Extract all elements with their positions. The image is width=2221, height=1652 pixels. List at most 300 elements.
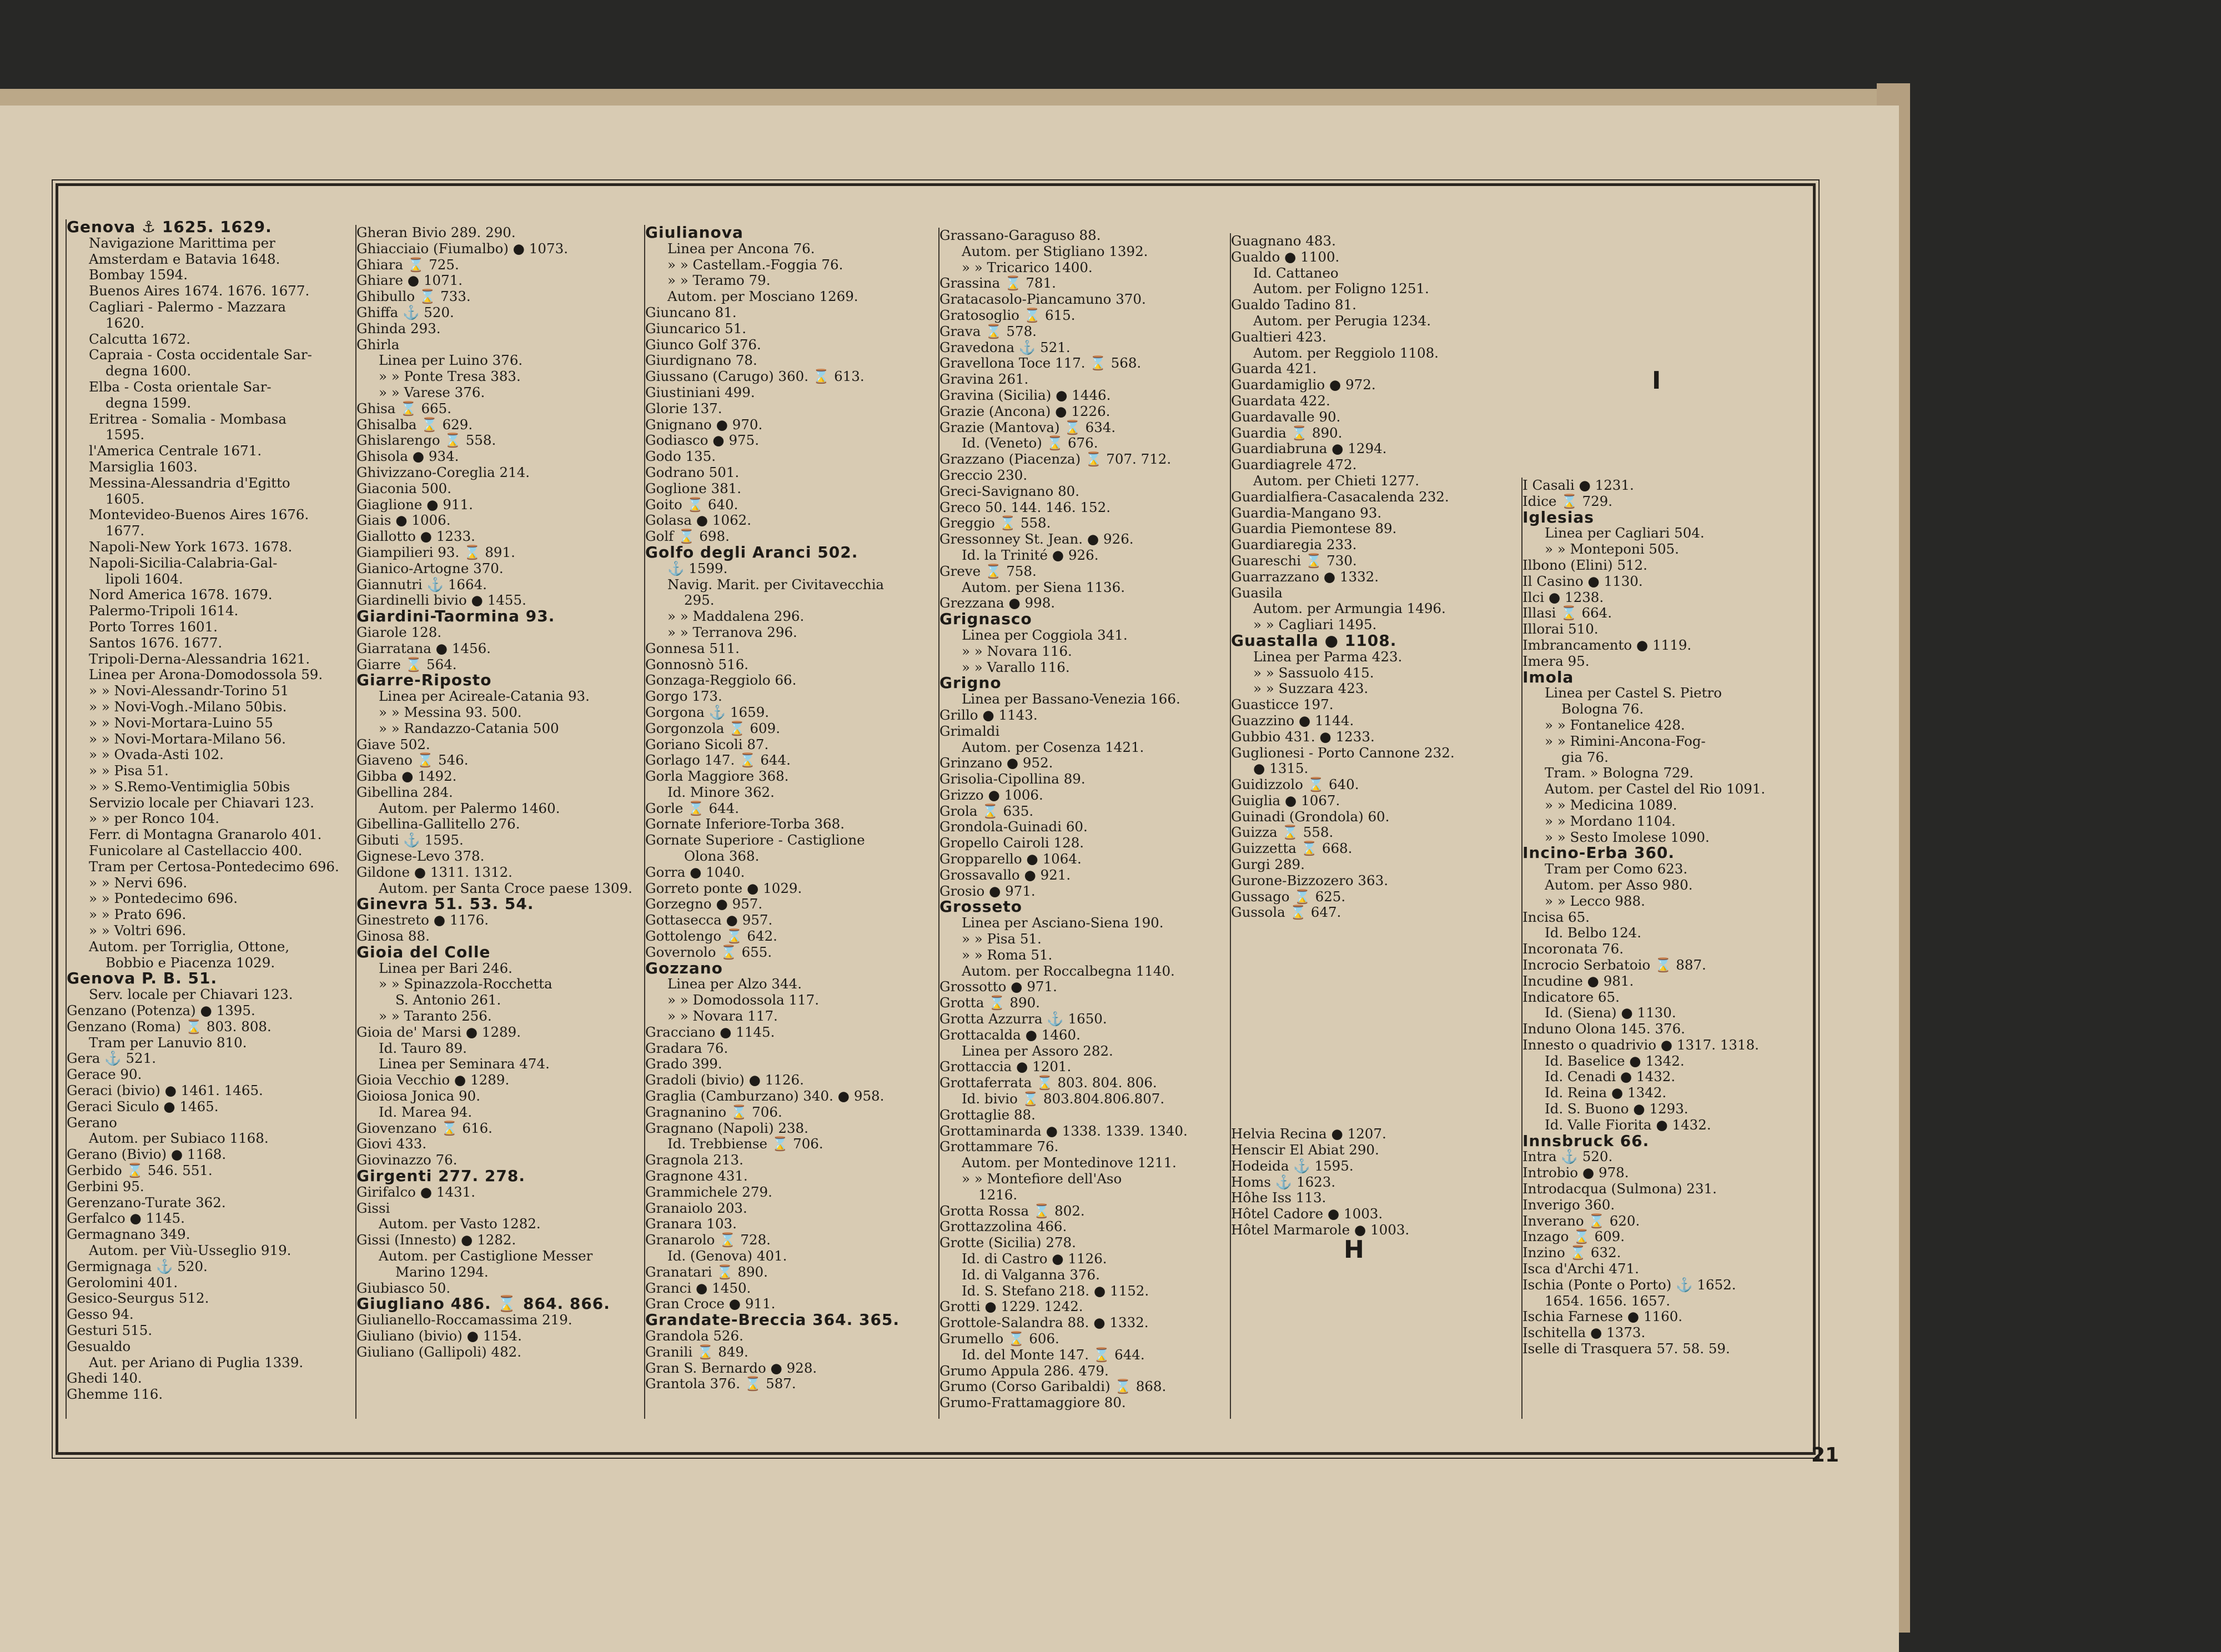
index-entry: Grassina ⌛ 781. [939,275,1056,292]
index-entry: Guardia Piemontese 89. [1231,520,1397,537]
index-entry: Guidizzolo ⌛ 640. [1231,776,1359,793]
index-entry: Gualdo ● 1100. [1231,248,1340,265]
index-entry: Ginosa 88. [356,928,430,945]
index-entry: Calcutta 1672. [89,330,190,347]
index-entry: Ghemme 116. [67,1386,163,1403]
index-entry: Gorle ⌛ 644. [645,800,739,816]
index-entry: Ghiare ● 1071. [356,272,463,289]
index-entry: Giunco Golf 376. [645,336,761,353]
index-entry: Il Casino ● 1130. [1522,573,1643,589]
index-entry: Gran S. Bernardo ● 928. [645,1359,817,1376]
index-entry: Linea per Ancona 76. [667,240,815,257]
index-entry: Montevideo-Buenos Aires 1676. [89,506,309,523]
index-entry: Napoli-Sicilia-Calabria-Gal- [89,554,278,571]
index-entry: Autom. per Cosenza 1421. [962,739,1144,755]
index-entry: Ghivizzano-Coreglia 214. [356,464,530,480]
index-entry: Ghedi 140. [67,1370,142,1387]
index-entry: Guarda 421. [1231,360,1317,377]
index-entry: Ghiacciaio (Fiumalbo) ● 1073. [356,240,568,257]
index-entry: Illasi ⌛ 664. [1522,605,1612,621]
index-entry: Gradoli (bivio) ● 1126. [645,1072,804,1088]
index-entry: Gragnone 431. [645,1168,748,1184]
index-entry: Hôtel Marmarole ● 1003. [1231,1222,1410,1238]
index-entry: Golf ⌛ 698. [645,528,730,545]
index-entry: Hodeida ⚓ 1595. [1231,1157,1354,1174]
index-entry: Id. di Valganna 376. [962,1266,1100,1283]
index-heading: Gozzano [645,958,723,977]
index-entry: Autom. per Montedinove 1211. [962,1154,1177,1171]
index-entry: Governolo ⌛ 655. [645,943,772,960]
index-entry: Grava ⌛ 578. [939,323,1037,339]
index-entry: » » Ovada-Asti 102. [89,746,224,763]
index-entry: Inzino ⌛ 632. [1522,1244,1621,1261]
index-entry: » » S.Remo-Ventimiglia 50bis [89,778,290,795]
index-entry: Gissi (Innesto) ● 1282. [356,1232,516,1248]
index-entry: Navigazione Marittima per [89,234,275,251]
index-entry: I Casali ● 1231. [1522,478,1634,493]
index-entry: Grola ⌛ 635. [939,802,1034,819]
index-entry: Giais ● 1006. [356,512,451,529]
index-entry: ● 1315. [1253,760,1309,777]
index-entry: Iselle di Trasquera 57. 58. 59. [1522,1340,1730,1357]
index-entry: Gravedona ⚓ 521. [939,339,1071,355]
index-entry: Introdacqua (Sulmona) 231. [1522,1181,1717,1197]
index-entry: Ginestreto ● 1176. [356,912,489,928]
index-entry: » » Suzzara 423. [1253,680,1369,697]
index-entry: Granci ● 1450. [645,1279,751,1296]
index-entry: Ghiara ⌛ 725. [356,256,459,273]
index-heading: Grignasco [939,610,1032,629]
index-entry: » » Pisa 51. [962,931,1042,947]
index-entry: Gorgo 173. [645,688,722,705]
index-entry: Santos 1676. 1677. [89,634,223,651]
index-entry: Id. Baselice ● 1342. [1545,1052,1685,1069]
index-entry: Gorra ● 1040. [645,863,745,880]
index-column-3 [644,225,928,1419]
index-entry: Giallotto ● 1233. [356,528,475,545]
index-entry: Ilbono (Elini) 512. [1522,556,1647,573]
index-entry: » » Varallo 116. [962,659,1070,675]
index-entry: Guglionesi - Porto Cannone 232. [1231,744,1455,761]
index-entry: Autom. per Foligno 1251. [1253,280,1429,297]
index-entry: Grazzano (Piacenza) ⌛ 707. 712. [939,451,1172,468]
index-entry: Gottolengo ⌛ 642. [645,928,777,945]
index-entry: Helvia Recina ● 1207. [1231,1126,1386,1142]
index-entry: Gioia Vecchio ● 1289. [356,1072,510,1088]
index-entry: Gibellina-Gallitello 276. [356,816,520,832]
index-entry: Giarole 128. [356,624,442,640]
index-entry: Incrocio Serbatoio ⌛ 887. [1522,956,1706,973]
index-entry: Ischia (Ponte o Porto) ⚓ 1652. [1522,1276,1736,1293]
index-entry: Gropparello ● 1064. [939,851,1082,867]
index-entry: Guizzetta ⌛ 668. [1231,840,1353,857]
index-entry: Gignese-Levo 378. [356,848,485,865]
index-entry: Nord America 1678. 1679. [89,586,273,603]
index-entry: Id. Trebbiense ⌛ 706. [667,1136,823,1152]
index-entry: Gesico-Seurgus 512. [67,1290,209,1307]
index-entry: Linea per Assoro 282. [962,1042,1113,1059]
index-entry: Gerbini 95. [67,1178,144,1194]
index-entry: Autom. per Castiglione Messer [379,1248,593,1264]
index-heading: Gioia del Colle [356,942,491,961]
index-entry: Giaveno ⌛ 546. [356,752,469,769]
index-entry: Guardiabruna ● 1294. [1231,440,1387,457]
index-entry: Greci-Savignano 80. [939,483,1080,499]
index-entry: Gravina (Sicilia) ● 1446. [939,386,1111,403]
index-entry: Guardamiglio ● 972. [1231,376,1376,393]
index-entry: Id. Marea 94. [379,1103,473,1120]
index-entry: » » Taranto 256. [379,1008,492,1025]
index-entry: » » Novi-Mortara-Milano 56. [89,730,286,747]
page-number: 21 [1811,1444,1840,1467]
index-entry: Guazzino ● 1144. [1231,712,1354,729]
index-entry: Linea per Alzo 344. [667,976,802,992]
index-entry: » » Pisa 51. [89,762,169,779]
index-entry: Inverano ⌛ 620. [1522,1212,1640,1229]
index-entry: 1620. [105,314,145,331]
index-entry: Bobbio e Piacenza 1029. [105,954,275,971]
index-entry: » » Monteponi 505. [1545,541,1679,558]
index-entry: Induno Olona 145. 376. [1522,1021,1685,1037]
index-entry: Gropello Cairoli 128. [939,835,1084,851]
index-entry: Greco 50. 144. 146. 152. [939,499,1111,515]
index-entry: Guardia-Mangano 93. [1231,504,1382,521]
index-entry: » » Montefiore dell'Aso [962,1171,1122,1187]
index-entry: Autom. per Torriglia, Ottone, [89,938,290,955]
index-entry: » » Ponte Tresa 383. [379,368,521,385]
index-entry: Gravina 261. [939,371,1029,388]
index-entry: Giovenzano ⌛ 616. [356,1119,493,1136]
index-entry: » » Varese 376. [379,384,485,400]
index-entry: Tram per Lanuvio 810. [89,1034,247,1051]
index-entry: Grillo ● 1143. [939,706,1038,723]
index-entry: Marsiglia 1603. [89,458,198,475]
index-entry: Autom. per Roccalbegna 1140. [962,962,1175,979]
index-entry: Grisolia-Cipollina 89. [939,771,1086,787]
index-entry: Illorai 510. [1522,621,1599,637]
index-heading: Guastalla ● 1108. [1231,631,1397,650]
index-entry: » » Randazzo-Catania 500 [379,720,559,736]
index-entry: Id. Cenadi ● 1432. [1545,1068,1676,1085]
index-entry [1231,921,1514,1126]
index-entry: Guagnano 483. [1231,233,1336,249]
index-entry: Gurgi 289. [1231,856,1305,873]
index-entry: » » Novi-Mortara-Luino 55 [89,714,273,731]
index-entry: Grassano-Garaguso 88. [939,228,1101,243]
index-entry: Ilci ● 1238. [1522,589,1604,605]
index-entry: Amsterdam e Batavia 1648. [89,250,280,267]
index-entry: Incisa 65. [1522,908,1590,925]
index-entry: Gratosoglio ⌛ 615. [939,307,1076,323]
index-entry: Linea per Luino 376. [379,352,523,369]
index-entry: » » Sesto Imolese 1090. [1545,828,1710,845]
index-entry: Gesso 94. [67,1306,134,1323]
index-entry: Ghiffa ⚓ 520. [356,304,454,320]
index-entry: » » Sassuolo 415. [1253,664,1374,681]
index-entry: Gheran Bivio 289. 290. [356,225,516,240]
index-entry: Inzago ⌛ 609. [1522,1228,1625,1245]
index-entry: Goriano Sicoli 87. [645,736,769,752]
index-entry: Germagnano 349. [67,1226,190,1243]
index-entry: Gussola ⌛ 647. [1231,904,1341,921]
index-entry: Grotte (Sicilia) 278. [939,1234,1076,1251]
index-entry: Gorgona ⚓ 1659. [645,704,770,720]
index-entry: Indicatore 65. [1522,988,1620,1005]
index-entry: Gorzegno ● 957. [645,896,763,912]
index-entry: Id. Cattaneo [1253,264,1339,281]
index-entry: Giustiniani 499. [645,384,755,400]
index-entry: gia 76. [1561,749,1609,765]
index-entry: Id. (Veneto) ⌛ 676. [962,435,1098,451]
index-entry: Gragnano (Napoli) 238. [645,1119,808,1136]
index-column-6 [1521,478,1806,1419]
index-entry: Autom. per Subiaco 1168. [89,1130,269,1147]
index-entry: Gesualdo [67,1338,131,1354]
index-entry: Ghisa ⌛ 665. [356,400,451,416]
index-entry: Id. S. Buono ● 1293. [1545,1101,1689,1117]
index-entry: Id. Belbo 124. [1545,925,1642,941]
index-entry: » » Domodossola 117. [667,992,820,1008]
index-entry: Granaiolo 203. [645,1199,747,1216]
index-entry: Navig. Marit. per Civitavecchia [667,576,885,592]
index-entry: Grottazzolina 466. [939,1218,1067,1235]
index-entry: Guardata 422. [1231,392,1330,409]
index-entry: Gera ⚓ 521. [67,1050,157,1067]
index-entry: 1677. [105,523,145,539]
index-entry: Grosio ● 971. [939,882,1036,899]
index-column-4 [938,228,1223,1419]
index-entry: Genzano (Roma) ⌛ 803. 808. [67,1018,272,1035]
index-heading: Giulianova [645,225,743,242]
index-entry: Linea per Seminara 474. [379,1056,550,1072]
index-entry: Gerace 90. [67,1066,142,1083]
index-entry: Linea per Acireale-Catania 93. [379,688,590,705]
index-entry: Guardiaregia 233. [1231,536,1357,553]
index-entry: Guardia ⌛ 890. [1231,424,1343,441]
index-entry: Grandola 526. [645,1327,743,1344]
index-entry: Grizzo ● 1006. [939,786,1043,803]
index-entry: Autom. per Santa Croce paese 1309. [379,880,632,896]
index-column-2 [355,225,634,1419]
index-entry: Granili ⌛ 849. [645,1343,748,1360]
index-entry: » » Novara 117. [667,1008,778,1025]
index-entry: » » Novi-Alessandr-Torino 51 [89,682,289,699]
index-entry: Germignaga ⚓ 520. [67,1258,208,1274]
index-entry: » » Fontanelice 428. [1545,716,1685,733]
index-entry: Grazie (Ancona) ● 1226. [939,403,1110,419]
index-entry: Gioiosa Jonica 90. [356,1088,480,1104]
index-entry: Palermo-Tripoli 1614. [89,602,239,619]
index-entry: Giovi 433. [356,1136,427,1152]
index-entry: Intra ⚓ 520. [1522,1148,1613,1165]
index-entry: Grumo Appula 286. 479. [939,1362,1109,1379]
index-entry: Grammichele 279. [645,1183,772,1200]
index-entry: » » Nervi 696. [89,874,188,891]
index-entry: Golasa ● 1062. [645,512,752,529]
index-entry: Greccio 230. [939,466,1028,483]
index-entry: Giannutri ⚓ 1664. [356,576,487,592]
index-heading: Imola [1522,667,1574,686]
index-entry: Gravellona Toce 117. ⌛ 568. [939,355,1142,371]
index-heading: Girgenti 277. 278. [356,1167,526,1186]
index-entry: Giarre ⌛ 564. [356,656,457,672]
index-entry: Godo 135. [645,448,716,465]
index-entry: » » Medicina 1089. [1545,796,1677,813]
index-entry: Autom. per Perugia 1234. [1253,312,1431,329]
index-heading: Giarre-Riposto [356,671,492,690]
index-entry: Buenos Aires 1674. 1676. 1677. [89,283,310,299]
index-entry: Autom. per Vasto 1282. [379,1216,541,1232]
index-entry: Guinadi (Grondola) 60. [1231,808,1390,825]
index-entry: » » Lecco 988. [1545,892,1645,909]
index-entry: Funicolare al Castellaccio 400. [89,842,303,859]
index-entry: Gnignano ● 970. [645,416,763,433]
index-entry: Gressonney St. Jean. ● 926. [939,531,1134,548]
index-entry: Guareschi ⌛ 730. [1231,552,1357,569]
index-entry: Servizio locale per Chiavari 123. [89,794,314,811]
index-entry: Grotta ⌛ 890. [939,995,1040,1011]
index-entry: Goglione 381. [645,480,742,496]
index-entry: Giarratana ● 1456. [356,640,491,656]
index-entry: » » Rimini-Ancona-Fog- [1545,732,1706,749]
index-entry: Giulianello-Roccamassima 219. [356,1312,572,1328]
index-column-1 [66,219,344,1419]
index-entry: Grottaminarda ● 1338. 1339. 1340. [939,1122,1188,1139]
index-entry: Ghislarengo ⌛ 558. [356,432,496,449]
section-letter-h: H [1344,1236,1364,1264]
index-entry: Idice ⌛ 729. [1522,493,1613,509]
index-entry: Tram. » Bologna 729. [1545,765,1694,781]
index-entry: Porto Torres 1601. [89,618,218,635]
index-entry: Linea per Castel S. Pietro [1545,685,1722,701]
index-entry: Autom. per Reggiolo 1108. [1253,344,1439,361]
index-entry: Grazie (Mantova) ⌛ 634. [939,419,1116,435]
index-entry: Homs ⚓ 1623. [1231,1173,1336,1190]
index-entry: Grottole-Salandra 88. ● 1332. [939,1314,1149,1331]
index-entry: » » Teramo 79. [667,272,771,289]
index-entry: Olona 368. [684,848,760,865]
index-entry: Giurdignano 78. [645,352,757,369]
index-entry: Gurone-Bizzozero 363. [1231,872,1388,888]
index-entry: Gerenzano-Turate 362. [67,1194,226,1211]
index-entry: Granara 103. [645,1216,737,1232]
index-entry: Gualdo Tadino 81. [1231,297,1356,313]
index-entry: Gianico-Artogne 370. [356,560,504,576]
index-entry: Giubiasco 50. [356,1279,451,1296]
index-entry: Guasticce 197. [1231,696,1334,713]
index-entry: Grimaldi [939,722,1000,739]
index-entry: Autom. per Asso 980. [1545,876,1693,893]
index-entry: Gonnosnò 516. [645,656,749,672]
index-entry: Godrano 501. [645,464,740,480]
index-entry: Granatari ⌛ 890. [645,1263,768,1280]
index-entry: » » Roma 51. [962,946,1053,963]
index-entry: Grotti ● 1229. 1242. [939,1298,1083,1315]
index-entry: Grondola-Guinadi 60. [939,819,1088,835]
index-entry: Gradara 76. [645,1040,728,1056]
index-entry: Guardiagrele 472. [1231,456,1357,473]
index-entry: Linea per Bari 246. [379,960,512,976]
index-heading: Giugliano 486. ⌛ 864. 866. [356,1294,610,1313]
index-entry: Grumo-Frattamaggiore 80. [939,1394,1126,1411]
index-entry: » » Messina 93. 500. [379,704,522,720]
index-heading: Iglesias [1522,508,1594,526]
index-entry: Grottammare 76. [939,1138,1059,1155]
index-entry: » » Mordano 1104. [1545,812,1676,829]
index-entry: Eritrea - Somalia - Mombasa [89,410,287,427]
index-entry: Autom. per Palermo 1460. [379,800,560,816]
index-entry: Guardavalle 90. [1231,408,1341,425]
index-entry: Id. del Monte 147. ⌛ 644. [962,1346,1145,1363]
index-entry: Giaglione ● 911. [356,496,473,513]
index-entry: Granarolo ⌛ 728. [645,1232,771,1248]
index-entry: » » Cagliari 1495. [1253,616,1377,633]
index-entry: Grottaccia ● 1201. [939,1058,1072,1075]
index-entry: S. Antonio 261. [395,992,501,1008]
index-entry: Grottacalda ● 1460. [939,1026,1081,1043]
index-entry: Id. Reina ● 1342. [1545,1084,1667,1101]
index-entry: Gonzaga-Reggiolo 66. [645,672,797,689]
index-heading: Golfo degli Aranci 502. [645,543,858,561]
index-entry: Grotta Azzurra ⚓ 1650. [939,1011,1107,1027]
index-heading: Grigno [939,674,1002,692]
index-entry: Gracciano ● 1145. [645,1023,775,1040]
index-entry: Autom. per Mosciano 1269. [667,288,858,305]
index-entry: Ischitella ● 1373. [1522,1324,1646,1341]
index-entry: Hôhe Iss 113. [1231,1189,1326,1206]
index-entry: Gerolomini 401. [67,1274,178,1291]
index-entry: Girifalco ● 1431. [356,1183,476,1200]
index-entry: Gornate Superiore - Castiglione [645,832,865,848]
index-entry: 1595. [105,426,145,443]
index-entry: Grossavallo ● 921. [939,866,1071,883]
index-entry: Ghibullo ⌛ 733. [356,288,471,305]
index-entry: Grezzana ● 998. [939,595,1056,611]
index-entry: Guizza ⌛ 558. [1231,824,1334,841]
index-heading: Grosseto [939,897,1022,916]
index-entry: degna 1600. [105,363,192,379]
index-entry: Gorla Maggiore 368. [645,768,789,785]
index-entry: Incoronata 76. [1522,941,1624,957]
index-entry: Tram per Como 623. [1545,861,1688,877]
index-entry: Hôtel Cadore ● 1003. [1231,1206,1383,1222]
index-entry: Ghisola ● 934. [356,448,459,465]
index-entry: Giaconia 500. [356,480,452,496]
index-entry: l'America Centrale 1671. [89,443,262,459]
index-entry: Autom. per Castel del Rio 1091. [1545,781,1766,797]
index-entry: Id. di Castro ● 1126. [962,1251,1107,1267]
index-heading: Innsbruck 66. [1522,1131,1650,1150]
index-entry: » » Pontedecimo 696. [89,890,238,907]
index-entry: Introbio ● 978. [1522,1164,1629,1181]
index-entry: lipoli 1604. [105,570,183,587]
index-entry: Gerfalco ● 1145. [67,1210,185,1227]
index-entry: » » Castellam.-Foggia 76. [667,256,843,273]
index-entry: Giave 502. [356,736,430,752]
index-entry: Messina-Alessandria d'Egitto [89,474,290,491]
section-letter-i: I [1652,366,1661,395]
index-entry: Linea per Cagliari 504. [1545,525,1705,541]
index-entry: Gorreto ponte ● 1029. [645,880,802,896]
index-entry: Gerano [67,1114,117,1131]
index-entry: Gorlago 147. ⌛ 644. [645,752,791,769]
index-entry: 1654. 1656. 1657. [1545,1292,1670,1309]
index-entry: Innesto o quadrivio ● 1317. 1318. [1522,1036,1759,1053]
index-entry: degna 1599. [105,394,192,411]
index-entry: Imera 95. [1522,652,1590,669]
index-entry: Id. Tauro 89. [379,1040,467,1056]
index-entry: Giuncano 81. [645,304,737,320]
